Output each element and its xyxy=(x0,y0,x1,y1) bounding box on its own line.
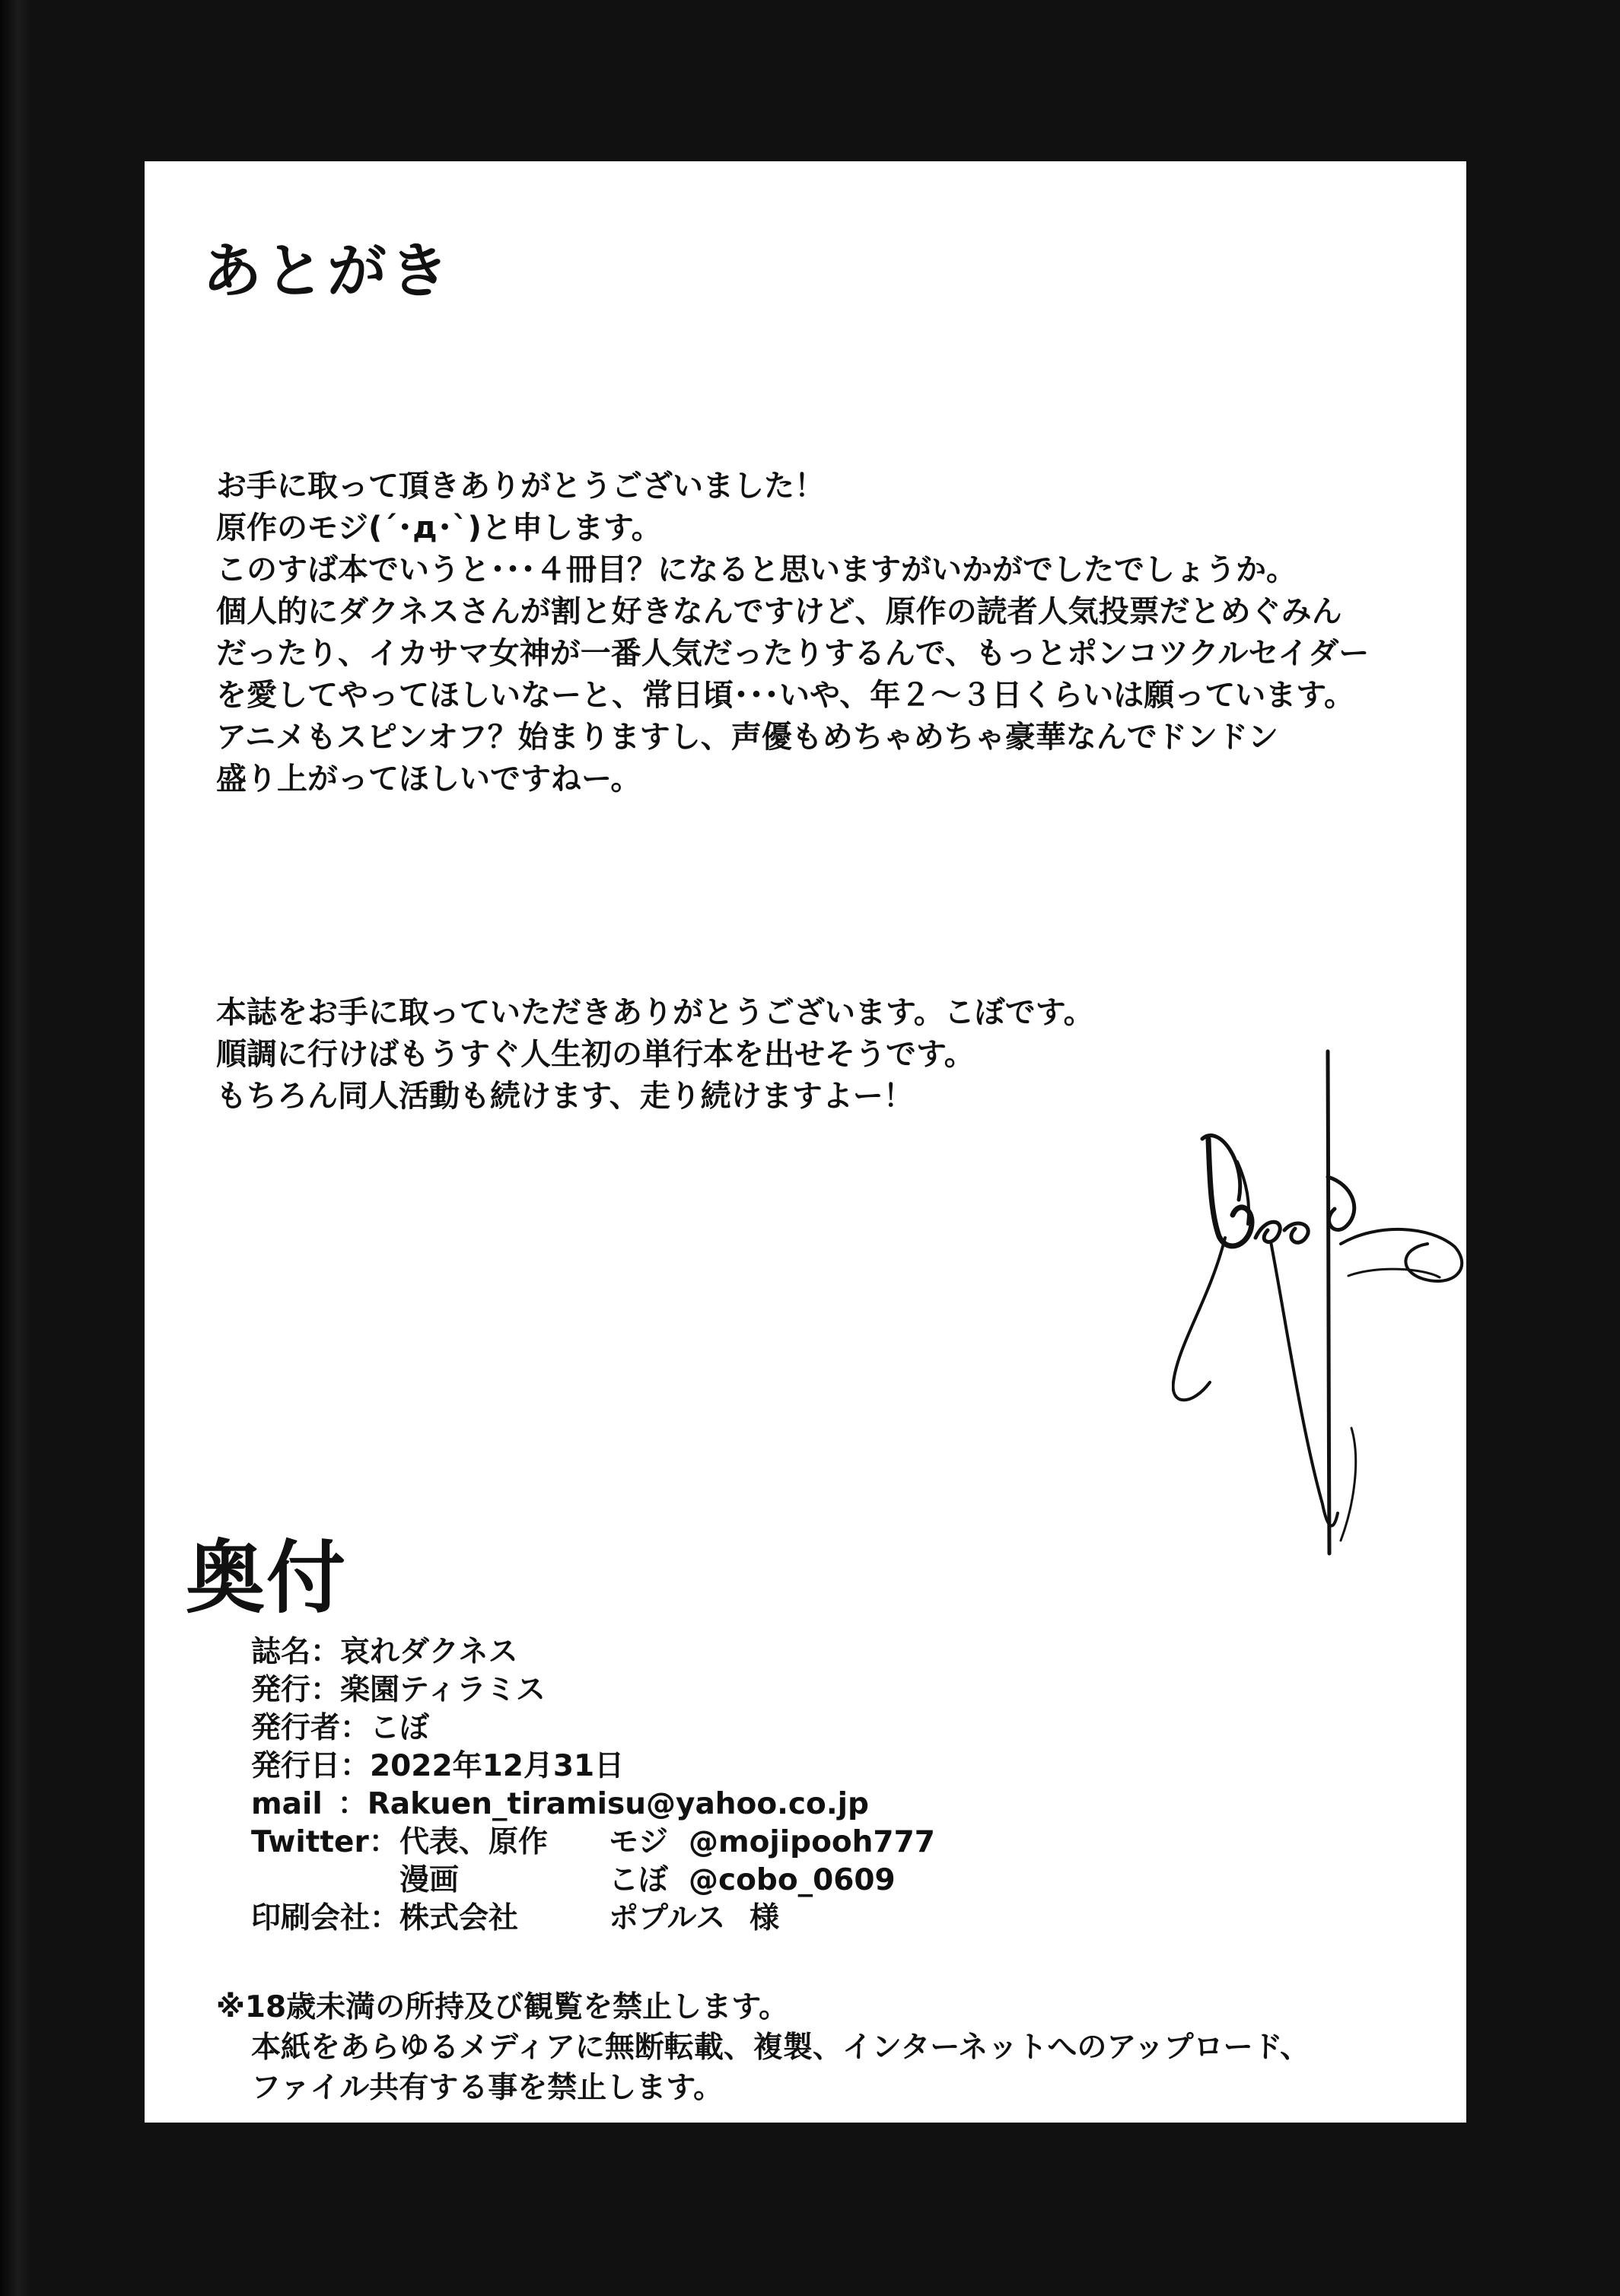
row-value: 楽園ティラミス xyxy=(340,1673,546,1707)
row-separator: ： xyxy=(370,1901,400,1935)
row-separator: ： xyxy=(368,1825,399,1859)
author-message xyxy=(216,466,1369,800)
author-message-line: お手に取って頂きありがとうございました！ xyxy=(216,469,825,504)
twitter-handle: @mojipooh777 xyxy=(689,1825,935,1859)
row-label-text: 発行日 xyxy=(251,1749,341,1783)
notice-line: ※18歳未満の所持及び観覧を禁止します。 xyxy=(216,1990,789,2024)
colophon-label xyxy=(251,1786,869,1824)
printer-label xyxy=(251,1900,518,1938)
row-separator: ： xyxy=(310,1635,341,1669)
row-separator: ： xyxy=(340,1749,371,1783)
row-value: 哀れダクネス xyxy=(340,1635,518,1669)
row-label-text: 印刷会社 xyxy=(251,1901,371,1935)
colophon-label xyxy=(251,1671,546,1709)
author-message-line: 個人的にダクネスさんが割と好きなんですけど、原作の読者人気投票だとめぐみん xyxy=(216,594,1342,629)
artist-message xyxy=(216,992,1094,1118)
printer-name: ポプルス xyxy=(609,1901,726,1935)
row-label-text: mail xyxy=(251,1787,323,1821)
author-message-line: 原作のモジ(´･д･`)と申します。 xyxy=(216,510,662,545)
artist-message-line: 本誌をお手に取っていただきありがとうございます。こぼです。 xyxy=(216,995,1094,1030)
row-value: こぼ xyxy=(370,1711,430,1745)
author-message-line: アニメもスピンオフ？始まりますし、声優もめちゃめちゃ豪華なんでドンドン xyxy=(216,720,1278,755)
colophon-label xyxy=(251,1633,518,1671)
scan-edge xyxy=(0,0,30,2296)
row-separator: ： xyxy=(340,1711,371,1745)
author-message-line: を愛してやってほしいなーと、常日頃･･･いや、年２～３日くらいは願っています。 xyxy=(216,678,1354,713)
twitter-role: 漫画 xyxy=(399,1863,460,1897)
printer-company: 株式会社 xyxy=(399,1901,519,1935)
row-separator: ： xyxy=(310,1673,341,1707)
row-label-text: 誌名 xyxy=(251,1635,311,1669)
notice-line: 本紙をあらゆるメディアに無断転載、複製、インターネットへのアップロード、 xyxy=(251,2030,1310,2065)
legal-notice xyxy=(216,1987,1310,2108)
artist-signature xyxy=(1172,1048,1476,1557)
artist-message-line: もちろん同人活動も続けます、走り続けますよー！ xyxy=(216,1079,914,1114)
row-label-text: Twitter xyxy=(251,1825,369,1859)
artist-message-line: 順調に行けばもうすぐ人生初の単行本を出せそうです。 xyxy=(216,1037,975,1072)
row-value: Rakuen_tiramisu@yahoo.co.jp xyxy=(367,1787,869,1821)
twitter-role: 代表、原作 xyxy=(399,1825,549,1859)
author-message-line: 盛り上がってほしいですねー。 xyxy=(216,762,641,797)
afterword-title: あとがき xyxy=(202,237,453,306)
twitter-name: こぼ xyxy=(609,1863,669,1897)
printer-honorific: 様 xyxy=(750,1901,780,1935)
row-value: 2022年12月31日 xyxy=(370,1749,625,1783)
notice-line: ファイル共有する事を禁止します。 xyxy=(251,2071,724,2105)
colophon-label xyxy=(251,1747,624,1786)
row-label-text: 発行 xyxy=(251,1673,311,1707)
twitter-label xyxy=(251,1824,399,1862)
author-message-line: だったり、イカサマ女神が一番人気だったりするんで、もっとポンコツクルセイダー xyxy=(216,636,1370,671)
colophon-title: 奥付 xyxy=(186,1531,348,1624)
twitter-handle: @cobo_0609 xyxy=(689,1863,896,1897)
twitter-name: モジ xyxy=(609,1825,669,1859)
row-separator: ： xyxy=(337,1787,368,1821)
paper-sheet xyxy=(145,161,1466,2123)
colophon-label xyxy=(251,1709,429,1747)
author-message-line: このすば本でいうと･･･４冊目？になると思いますがいかがでしたでしょうか。 xyxy=(216,552,1297,587)
row-label-text: 発行者 xyxy=(251,1711,341,1745)
